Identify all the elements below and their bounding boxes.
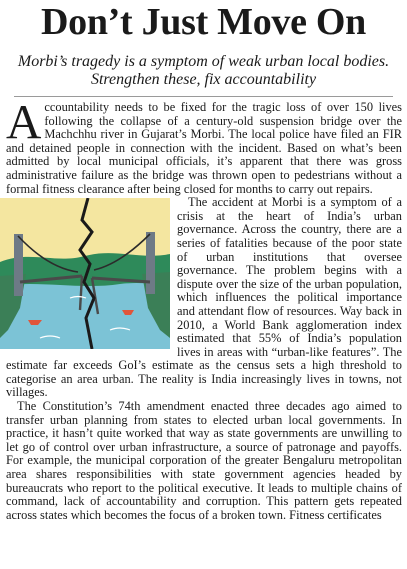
headline: Don’t Just Move On — [41, 1, 366, 43]
illus-water — [0, 283, 170, 349]
article-body — [6, 94, 402, 522]
paragraph-3: The Constitution’s 74th amendment enacted three decades ago aimed to transfer urban planning from states to elected urban local governments. In practice, it hasn’t quite worked that way as state governments are unwilling to let go of control over urban infrastructure, a source of patronage and payoffs. For example, the municipal corporation of the greater Bengaluru metropolitan area shares responsibilities with state government agencies headed by bureaucrats who report to the political executive. It leads to multiple chains of command, lack of accountability and corruption. This pattern gets repeated across states which becomes the focus of a broken town. Fitness certificates — [6, 399, 402, 522]
drop-cap: A — [6, 94, 42, 149]
paragraph-2-text: The accident at Morbi is a symptom of a crisis at the heart of India’s urban governance. Across the country, there are a series of fatalities because of the poor state of urban institutions that oversee governance. The problem begins with a dispute over the size of the urban population, which influences the political importance and attendant flow of resources. Way back in 2010, a World Bank agglomeration index estimated that 55% of India’s population lives in areas with “urban-like features”. The estimate far exceeds GoI’s estimate as the census sets a high threshold to categorise an area urban. The reality is India increasingly lives in towns, not villages. — [6, 195, 402, 400]
paragraph-2 — [6, 196, 402, 400]
bridge-collapse-illustration — [0, 198, 170, 349]
illus-right-tower — [146, 232, 155, 294]
paragraph-1 — [6, 94, 402, 196]
illus-left-tower — [14, 234, 23, 296]
divider — [14, 96, 393, 97]
standfirst: Morbi’s tragedy is a symptom of weak urban local bodies. Strengthen these, fix accountability — [17, 53, 390, 88]
paragraph-1-text: ccountability needs to be fixed for the tragic loss of over 150 lives following the collapse of a century-old suspension bridge over the Machchhu river in Gujarat’s Morbi. The local police have filed an FIR and detained people in connection with the incident. Based on what’s been admitted by local municipal officials, it’s apparent that there was gross administrative failure as the bridge was thrown open to pedestrians without a formal fitness clearance after being closed for months to carry out repairs. — [6, 100, 402, 196]
